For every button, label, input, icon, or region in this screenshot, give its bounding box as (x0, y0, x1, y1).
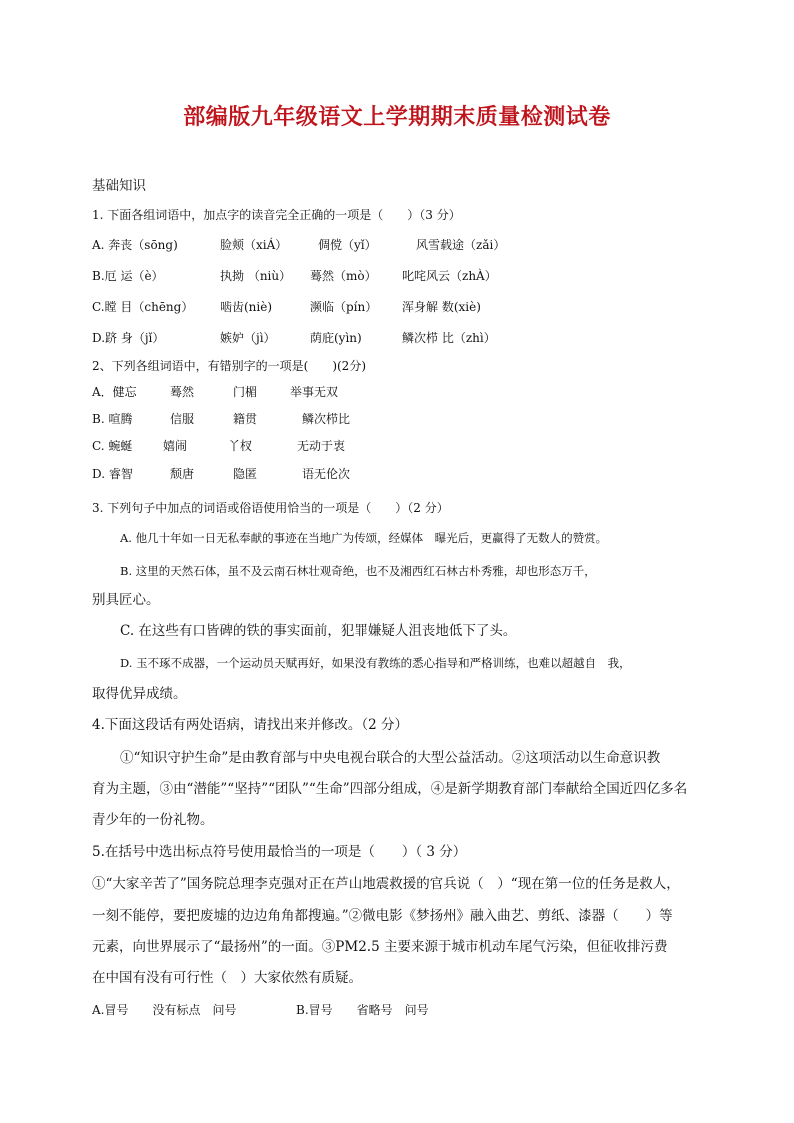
q1-option-a-1: A. 奔丧（sōng) (92, 238, 178, 252)
q1-option-d-1: D.跻 身（jǐ） (92, 331, 165, 345)
q2-option-c-3: 丫杈 (228, 439, 253, 453)
q4-passage-line2: 育为主题，③由“潜能”“坚持”“团队”“生命”四部分组成，④是新学期教育部门奉献给全国近四亿多名 (92, 781, 688, 797)
q1-option-d-4: 鳞次栉 比（zhì） (402, 331, 496, 345)
q1-option-c-3: 濒临（pín） (310, 300, 378, 314)
q2-option-c-4: 无动于衷 (297, 439, 346, 453)
section-heading: 基础知识 (92, 178, 146, 194)
q5-option-a: A.冒号 没有标点 问号 (92, 1003, 237, 1017)
q5-passage-line2: 一刻不能停，要把废墟的边边角角都搜遍。”②微电影《梦扬州》融入曲艺、剪纸、漆器（ ）等 (92, 908, 673, 924)
q5-passage-line3: 元素，向世界展示了“最扬州”的一面。③PM2.5 主要来源于城市机动车尾气污染，但征收排污费 (92, 939, 668, 955)
q2-option-a-2: 蓦然 (170, 385, 195, 399)
q2-option-d-1: D. 睿智 (92, 467, 133, 481)
question-2-stem: 2、下列各组词语中，有错别字的一项是( )(2分) (92, 359, 366, 373)
q1-option-a-3: 倜傥（yǐ） (318, 238, 377, 252)
q1-option-c-1: C.瞠 目（chēng） (92, 300, 194, 314)
q1-option-c-2: 啮齿(niè) (220, 300, 273, 314)
q2-option-d-2: 颓唐 (170, 467, 195, 481)
q4-passage-line3: 青少年的一份礼物。 (92, 812, 214, 828)
q3-option-a: A. 他几十年如一日无私奉献的事迹在当地广为传颂，经媒体 曝光后，更赢得了无数人的赞赏。 (120, 531, 608, 545)
q5-passage-line1: ①“大家辛苦了”国务院总理李克强对正在芦山地震救援的官兵说（ ）“现在第一位的任务是救人， (92, 876, 680, 892)
q2-option-b-4: 鳞次栉比 (302, 412, 351, 426)
question-5-stem: 5.在括号中选出标点符号使用最恰当的一项是（ ）（ 3 分） (92, 844, 467, 860)
q1-option-a-2: 脸颊（xiÁ） (220, 238, 288, 252)
q1-option-b-2: 执拗 （niù） (220, 269, 292, 283)
q1-option-d-3: 荫庇(yìn) (310, 331, 362, 345)
q2-option-b-1: B. 喧腾 (92, 412, 133, 426)
page-title: 部编版九年级语文上学期期末质量检测试卷 (183, 105, 611, 130)
q3-option-b-line2: 别具匠心。 (92, 592, 160, 608)
q4-passage-line1: ①“知识守护生命”是由教育部与中央电视台联合的大型公益活动。②这项活动以生命意识教 (120, 750, 661, 766)
q2-option-a-1: A．健忘 (92, 385, 137, 399)
q1-option-b-1: B.厄 运（è） (92, 269, 164, 283)
q3-option-c: C. 在这些有口皆碑的铁的事实面前，犯罪嫌疑人沮丧地低下了头。 (120, 623, 517, 639)
q3-option-b-line1: B. 这里的天然石体，虽不及云南石林壮观奇绝，也不及湘西红石林古朴秀雅，却也形态万千， (120, 564, 596, 578)
q2-option-c-1: C. 蜿蜒 (92, 439, 133, 453)
question-1-stem: 1. 下面各组词语中，加点字的读音完全正确的一项是（ ）（3 分） (92, 208, 461, 222)
question-4-stem: 4.下面这段话有两处语病，请找出来并修改。（2 分） (92, 717, 409, 733)
q1-option-c-4: 浑身解 数(xiè) (402, 300, 481, 314)
q2-option-b-2: 信服 (170, 412, 195, 426)
q2-option-b-3: 籍贯 (233, 412, 258, 426)
q2-option-a-3: 门楣 (233, 385, 258, 399)
q2-option-d-3: 隐匿 (233, 467, 258, 481)
q2-option-a-4: 举事无双 (290, 385, 339, 399)
q3-option-d-line2: 取得优异成绩。 (92, 686, 187, 702)
q1-option-b-3: 蓦然（mò） (310, 269, 377, 283)
q1-option-d-2: 嫉妒（jì） (220, 331, 276, 345)
q5-option-b: B.冒号 省略号 问号 (296, 1003, 429, 1017)
q5-passage-line4: 在中国有没有可行性（ ）大家依然有质疑。 (92, 970, 362, 986)
q1-option-a-4: 风雪载途（zǎi） (416, 238, 506, 252)
q2-option-d-4: 语无伦次 (302, 467, 351, 481)
q2-option-c-2: 嬉闹 (163, 439, 188, 453)
q3-option-d-line1: D. 玉不琢不成器，一个运动员天赋再好，如果没有教练的悉心指导和严格训练，也难以超越自 我， (120, 656, 631, 670)
q1-option-b-4: 叱咤风云（zhÀ） (402, 269, 497, 283)
question-3-stem: 3. 下列句子中加点的词语或俗语使用恰当的一项是（ ）（2 分） (92, 501, 449, 515)
